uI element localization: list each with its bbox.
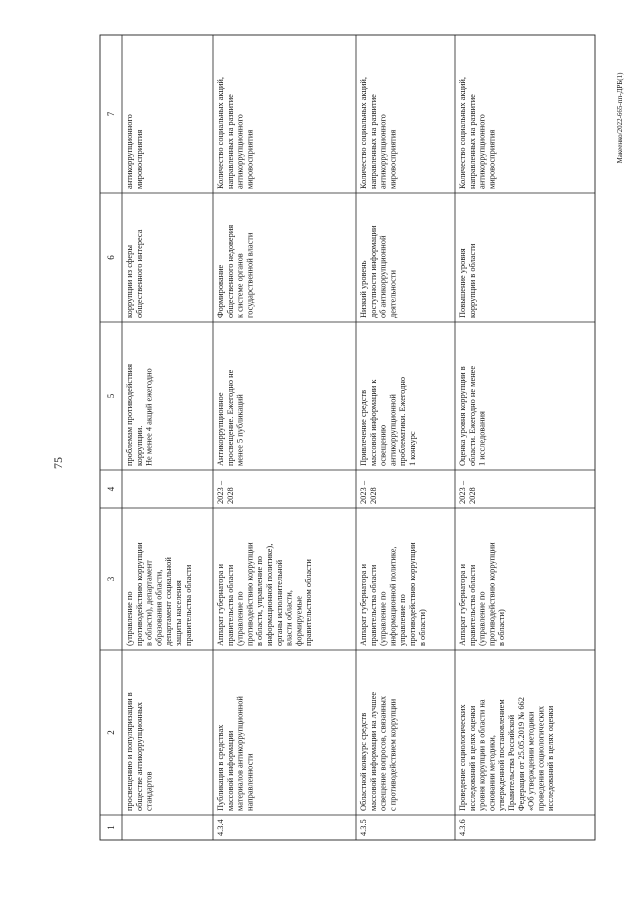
cell-line: 4.3.6 [458,819,467,836]
cell-line: 1 конкурс [408,431,417,466]
cell-line: защиты населения [174,580,183,646]
cell-line: Публикация в средствах [216,724,225,811]
cell-line: (управление по [125,591,134,646]
cell-line: органы исполнительной [274,559,284,646]
cell-line: Низкий уровень [359,260,368,318]
table-row [216,77,313,836]
cell-line: доступности информации [368,225,378,318]
table-cell-executor [359,542,427,646]
cell-line: антикоррупционного [477,114,487,189]
table-cell-indicator [359,77,397,189]
cell-line: антикоррупционной [388,394,398,466]
cell-line: (управление по [477,591,487,646]
cell-line: направленности [245,753,255,811]
table-cell-indicator [125,114,144,189]
table-cell-result [458,366,487,466]
cell-line: Формирование [216,264,225,318]
table-body [125,77,555,836]
cell-line: Количество социальных акций, [359,77,368,189]
cell-line: освещению [378,424,388,466]
cell-line: противодействию коррупции [487,542,497,646]
cell-line: 2023 – [216,480,225,504]
cell-line: коррупции из сферы [125,245,134,318]
cell-line: просвещению и популяризации в [125,692,134,811]
cell-line: Привлечение средств [359,389,368,466]
table-cell-problem [458,243,477,318]
table-cell-executor [125,542,193,646]
cell-line: 4.3.5 [359,819,368,836]
cell-line: коррупции в области [467,243,477,318]
cell-line: массовой информации к [368,379,378,466]
cell-line: 2023 – [359,480,368,504]
cell-line: Проведение социологических [458,704,467,811]
table-cell-result [359,377,417,466]
cell-line: массовой информации на лучшее [368,691,378,811]
cell-line: с противодействием коррупции [388,698,398,811]
table-cell-indicator [458,77,496,189]
cell-line: 2028 [467,487,477,504]
cell-line: в области) [417,609,427,646]
table-cell-result [125,364,154,466]
cell-line: (управление по [378,591,388,646]
cell-line: освещение вопросов, связанных [378,695,388,811]
cell-line: к системе органов [235,253,245,318]
cell-line: исследований в целях оценки [546,705,556,811]
cell-line: Не менее 4 акций ежегодно [144,368,154,466]
table-cell-period [216,480,235,504]
cell-line: в области, управление по [255,556,265,646]
column-header: 3 [106,576,116,582]
cell-line: управление по [398,594,408,646]
cell-line: правительства области [368,564,378,646]
cell-line: утвержденной постановлением [497,699,507,811]
cell-line: направленных на развитие [225,94,235,189]
cell-line: проблематики. Ежегодно [398,376,408,466]
cell-line: Количество социальных акций, [216,77,225,189]
footer-code: Макеенко/2022-665-пп-ДРБ(1) [616,72,624,164]
cell-line: Оценка уровня коррупции в [458,366,467,466]
cell-line: Количество социальных акций, [458,77,467,189]
table-cell-period [458,480,477,504]
cell-line: антикоррупционного [235,114,245,189]
cell-line: уровня коррупции в области на [477,699,487,811]
cell-line: Аппарат губернатора и [216,564,225,646]
cell-line: противодействию коррупции [134,542,144,646]
table-cell-executor [216,542,313,646]
cell-line: «Об утверждении методики [526,711,536,811]
cell-line: антикоррупционного [378,114,388,189]
cell-line: правительства области [183,564,193,646]
cell-line: Федерации от 25.05.2019 № 662 [516,697,526,811]
table-cell-num [216,818,225,836]
cell-line: информационной политике, [388,546,398,646]
table-cell-indicator [216,77,254,189]
cell-line: материалов антикоррупционной [235,696,245,811]
cell-line: в области) [497,609,507,646]
cell-line: государственной власти [245,232,255,318]
cell-line: мировосприятия [388,129,398,189]
cell-line: антикоррупционного [125,114,134,189]
table-cell-num [458,819,467,836]
cell-line: об антикоррупционной [378,235,388,318]
column-header: 2 [106,730,116,735]
cell-line: мировосприятия [245,129,255,189]
cell-line: правительством области [304,559,314,646]
table-cell-measure [458,697,555,811]
cell-line: департамент социальной [164,557,174,646]
table-cell-executor [458,542,506,646]
column-header: 7 [106,111,116,117]
column-header: 4 [106,486,116,492]
cell-line: общественного недоверия [225,224,235,318]
table-cell-measure [359,692,397,811]
table-row [458,77,555,836]
cell-line: противодействию коррупции [408,542,417,646]
table-row [125,114,193,811]
cell-line: (управление по [235,591,245,646]
cell-line: формируемые [294,596,304,646]
cell-line: мировосприятия [487,129,497,189]
table-cell-problem [125,229,144,318]
cell-line: 2028 [225,487,235,504]
cell-line: Аппарат губернатора и [359,564,368,646]
cell-line: просвещение. Ежегодно не [225,369,235,466]
cell-line: в области), департамент [144,560,154,646]
cell-line: Областной конкурс средств [359,712,368,811]
cell-line: власти области, [284,590,294,646]
cell-line: мировосприятия [134,129,144,189]
cell-line: общественного интереса [134,229,144,318]
cell-line: Аппарат губернатора и [458,564,467,646]
cell-line: исследований в целях оценки [467,705,477,811]
cell-line: области. Ежегодно не менее [467,365,477,466]
cell-line: направленных на развитие [368,94,378,189]
table-cell-period [359,480,378,504]
column-header: 5 [106,393,116,399]
column-header: 6 [106,255,116,260]
cell-line: 2023 – [458,480,467,504]
cell-line: проблемам противодействия [125,363,134,466]
table-cell-problem [359,225,397,318]
cell-line: деятельности [388,270,398,318]
table-header-row [106,111,116,830]
cell-line: правительства области [467,564,477,646]
cell-line: массовой информации [225,730,235,811]
cell-line: 2028 [368,487,378,504]
cell-line: правительства области [225,564,235,646]
cell-line: проведения социологических [536,705,546,811]
cell-line: 4.3.4 [216,819,225,836]
table-cell-num [359,819,368,836]
cell-line: менее 5 публикаций [235,394,245,466]
cell-line: Правительства Российской [507,714,516,811]
table-cell-measure [216,696,254,811]
table-cell-measure [125,692,154,811]
cell-line: направленных на развитие [467,94,477,189]
cell-line: 1 исследования [477,411,487,466]
cell-line: образования области, [154,569,164,646]
table-cell-problem [216,225,254,318]
table-row [359,77,427,836]
cell-line: стандартов [144,771,154,811]
page-number: 75 [51,457,65,469]
cell-line: противодействию коррупции [245,542,255,646]
cell-line: обществе антикоррупционных [134,702,144,811]
column-header: 1 [106,825,116,830]
cell-line: основании методики, [487,735,497,811]
cell-line: Повышение уровня [458,248,467,318]
table-cell-result [216,369,245,466]
cell-line: коррупции. [134,425,144,466]
cell-line: информационной политике), [265,543,274,646]
cell-line: Антикоррупционное [216,392,225,466]
